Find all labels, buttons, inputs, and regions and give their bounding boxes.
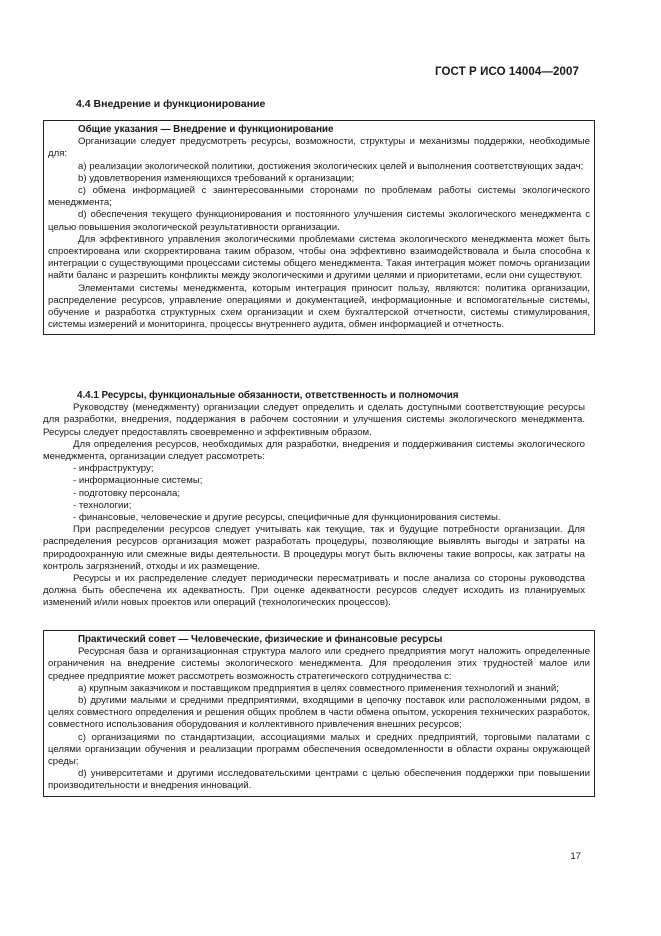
paragraph: Ресурсная база и организационная структура малого или среднего предприятия могут наложить определенные ограничения на внедрение системы экологического менеджмента. Для преодоления этих трудностей малое или среднее предприятие может рассмотреть возможность стратегического сотрудничества с:	[48, 646, 590, 682]
section-title: 4.4 Внедрение и функционирование	[76, 98, 266, 110]
list-item: - технологии;	[73, 499, 132, 511]
list-item: d) университетами и другими исследовательскими центрами с целью обеспечения поддержки при повышении производительности и внедрения инноваций.	[48, 768, 590, 792]
paragraph: Для определения ресурсов, необходимых для разработки, внедрения и поддерживания системы экологического менеджмента, организации следует рассмотреть:	[43, 438, 585, 463]
subsection-title: 4.4.1 Ресурсы, функциональные обязанности, ответственность и полномочия	[77, 390, 459, 401]
paragraph: Элементами системы менеджмента, которым интеграция приносит пользу, являются: политика организации, распределение ресурсов, управление операциями и документацией, информационные и вспомогательные системы, обучение и разработка структурных схем организации и схем бухгалтерской отчетности, системы стимулирования, системы измерений и мониторинга, процессы внутреннего аудита, обмен информацией и отчетность.	[48, 282, 590, 331]
box-title: Общие указания — Внедрение и функционирование	[78, 124, 334, 135]
box-title: Практический совет — Человеческие, физические и финансовые ресурсы	[78, 634, 443, 645]
list-item: b) удовлетворения изменяющихся требований к организации;	[78, 172, 355, 184]
paragraph: Руководству (менеджменту) организации следует определить и сделать доступными соответствующие ресурсы для разработки, внедрения, поддержания в рабочем состоянии и улучшения системы экологического менеджмента. Ресурсы следует предоставлять своевременно и эффективным образом.	[43, 402, 585, 438]
paragraph: При распределении ресурсов следует учитывать как текущие, так и будущие потребности организации. Для распределения ресурсов организация может разработать процедуры, позволяющие выявлять выгоды и затраты на природоохранную или смежные виды деятельности. В процедуры могут быть включены такие вопросы, как затраты на контроль загрязнений, отходы и их размещение.	[43, 524, 585, 572]
paragraph: Организации следует предусмотреть ресурсы, возможности, структуры и механизмы поддержки, необходимые для:	[48, 136, 590, 160]
list-item: c) организациями по стандартизации, ассоциациями малых и средних предприятий, торговыми палатами с целями организации обучения и реализации программ обеспечения осведомленности в области охраны окружающей среды;	[48, 731, 590, 768]
list-item: c) обмена информацией с заинтересованными сторонами по проблемам работы системы экологического менеджмента;	[48, 185, 590, 209]
list-item: a) крупным заказчиком и поставщиком предприятия в целях совместного применения технологий и знаний;	[78, 682, 559, 694]
list-item: - подготовку персонала;	[73, 487, 181, 499]
list-item: a) реализации экологической политики, достижения экологических целей и выполнения соответствующих задач;	[78, 160, 584, 172]
list-item: - инфраструктуру;	[73, 463, 154, 475]
paragraph: Для эффективного управления экологическими проблемами система экологического менеджмента может быть спроектирована или скорректирована таким образом, чтобы она эффективно взаимодействовала и была способна к интеграции с существующими процессами системы общего менеджмента. Такая интеграция может помочь организации найти баланс и разрешить конфликты между экологическими и другими целями и приоритетами, если они существуют.	[48, 233, 590, 282]
general-guidance-box	[43, 120, 595, 335]
page-number: 17	[570, 851, 581, 862]
list-item: b) другими малыми и средними предприятиями, входящими в цепочку поставок или расположенными рядом, в целях совместного определения и решения общих проблем в части обмена опытом, ускорения технических разработок, совместного использования оборудования и коллективного привлечения внешних ресурсов;	[48, 695, 590, 731]
document-code: ГОСТ Р ИСО 14004—2007	[434, 66, 579, 78]
list-item: d) обеспечения текущего функционирования и постоянного улучшения системы экологического менеджмента с целью повышения экологической результативности организации.	[48, 209, 590, 233]
subsection-4-4-1	[43, 390, 585, 610]
practical-advice-box	[43, 630, 595, 797]
paragraph: Ресурсы и их распределение следует периодически пересматривать и после анализа со стороны руководства должна быть обеспечена их адекватность. При оценке адекватности ресурсов следует исходить из планируемых изменений и/или новых проектов или операций (технологических процессов).	[43, 573, 585, 609]
list-item: - информационные системы;	[73, 475, 203, 487]
list-item: - финансовые, человеческие и другие ресурсы, специфичные для функционирования системы.	[73, 512, 501, 524]
